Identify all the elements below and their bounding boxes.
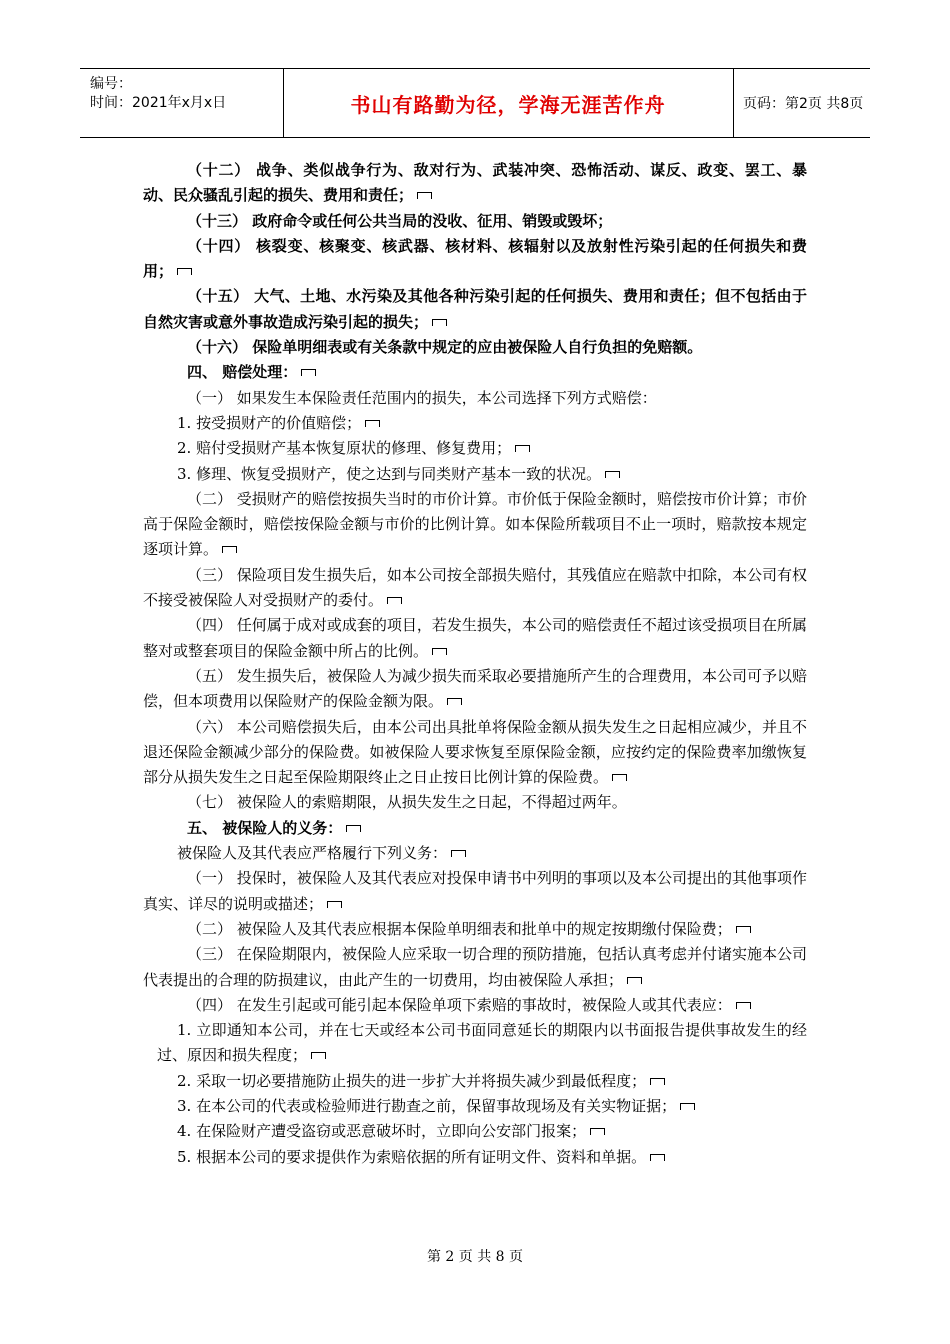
- paragraph: [143, 209, 807, 234]
- paragraph-text: 四、 赔偿处理：: [187, 363, 298, 382]
- paragraph-mark-icon: [327, 901, 342, 908]
- document-body: [143, 158, 807, 1170]
- paragraph: [143, 841, 807, 866]
- paragraph-mark-icon: [590, 1128, 605, 1135]
- paragraph-text: 2. 采取一切必要措施防止损失的进一步扩大并将损失减少到最低程度；: [177, 1071, 647, 1090]
- paragraph-text: （十六） 保险单明细表或有关条款中规定的应由被保险人自行负担的免赔额。: [187, 338, 703, 357]
- paragraph: [143, 360, 807, 385]
- paragraph-mark-icon: [417, 192, 432, 199]
- paragraph-text: 1. 按受损财产的价值赔偿；: [177, 413, 362, 432]
- paragraph: [143, 1018, 807, 1069]
- paragraph: [143, 335, 807, 360]
- paragraph-text: （十三） 政府命令或任何公共当局的没收、征用、销毁或毁坏；: [187, 211, 613, 230]
- paragraph: [143, 158, 807, 209]
- document-number-label: 编号：: [90, 76, 132, 92]
- paragraph: [143, 1119, 807, 1144]
- paragraph-mark-icon: [432, 319, 447, 326]
- paragraph-mark-icon: [650, 1078, 665, 1085]
- paragraph: [143, 487, 807, 563]
- paragraph: [143, 563, 807, 614]
- paragraph-mark-icon: [736, 1002, 751, 1009]
- paragraph-text: （一） 如果发生本保险责任范围内的损失，本公司选择下列方式赔偿：: [187, 388, 657, 407]
- paragraph: [143, 462, 807, 487]
- paragraph-text: （三） 保险项目发生损失后，如本公司按全部损失赔付，其残值应在赔款中扣除，本公司有权不接受被保险人对受损财产的委付。: [143, 565, 807, 610]
- paragraph-mark-icon: [447, 698, 462, 705]
- paragraph: [143, 234, 807, 285]
- paragraph: [143, 284, 807, 335]
- paragraph-text: 1. 立即通知本公司，并在七天或经本公司书面同意延长的期限内以书面报告提供事故发生的经过、原因和损失程度；: [157, 1021, 807, 1065]
- paragraph-mark-icon: [222, 546, 237, 553]
- paragraph: [143, 942, 807, 993]
- paragraph-mark-icon: [612, 774, 627, 781]
- paragraph: [143, 411, 807, 436]
- paragraph: [143, 816, 807, 841]
- paragraph-mark-icon: [736, 926, 751, 933]
- header-meta: [80, 69, 284, 137]
- paragraph-mark-icon: [346, 825, 361, 832]
- paragraph: [143, 866, 807, 917]
- paragraph: [143, 790, 807, 815]
- paragraph: [143, 386, 807, 411]
- paragraph-text: 3. 在本公司的代表或检验师进行勘查之前，保留事故现场及有关实物证据；: [177, 1096, 677, 1115]
- paragraph: [143, 917, 807, 942]
- header-page-info: 页码：第2页 共8页: [743, 96, 864, 112]
- paragraph-mark-icon: [605, 471, 620, 478]
- page-header: [80, 68, 870, 138]
- paragraph: [143, 1069, 807, 1094]
- paragraph-text: （十五） 大气、土地、水污染及其他各种污染引起的任何损失、费用和责任；但不包括由于自然灾害或意外事故造成污染引起的损失；: [143, 287, 807, 331]
- page-footer: 第 2 页 共 8 页: [426, 1249, 524, 1265]
- paragraph-mark-icon: [432, 648, 447, 655]
- paragraph: [143, 1094, 807, 1119]
- paragraph-text: 4. 在保险财产遭受盗窃或恶意破坏时，立即向公安部门报案；: [177, 1122, 587, 1141]
- paragraph-mark-icon: [301, 369, 316, 376]
- paragraph-mark-icon: [650, 1154, 665, 1161]
- paragraph-text: （二） 受损财产的赔偿按损失当时的市价计算。市价低于保险金额时，赔偿按市价计算；市价高于保险金额时，赔偿按保险金额与市价的比例计算。如本保险所载项目不止一项时，赔款按本规定逐项计算。: [143, 489, 807, 559]
- paragraph-text: （三） 在保险期限内，被保险人应采取一切合理的预防措施，包括认真考虑并付诸实施本公司代表提出的合理的防损建议，由此产生的一切费用，均由被保险人承担；: [143, 945, 807, 989]
- paragraph: [143, 613, 807, 664]
- paragraph-text: （四） 任何属于成对或成套的项目，若发生损失，本公司的赔偿责任不超过该受损项目在所属整对或整套项目的保险金额中所占的比例。: [143, 616, 807, 660]
- paragraph: [143, 715, 807, 791]
- paragraph-text: （七） 被保险人的索赔期限，从损失发生之日起，不得超过两年。: [187, 793, 627, 812]
- paragraph-text: （四） 在发生引起或可能引起本保险单项下索赔的事故时，被保险人或其代表应：: [187, 995, 732, 1014]
- paragraph-text: （十二） 战争、类似战争行为、敌对行为、武装冲突、恐怖活动、谋反、政变、罢工、暴动、民众骚乱引起的损失、费用和责任；: [143, 161, 807, 205]
- paragraph-text: 5. 根据本公司的要求提供作为索赔依据的所有证明文件、资料和单据。: [177, 1147, 647, 1166]
- paragraph-text: （一） 投保时，被保险人及其代表应对投保申请书中列明的事项以及本公司提出的其他事项作真实、详尽的说明或描述；: [143, 869, 807, 913]
- paragraph-text: （六） 本公司赔偿损失后，由本公司出具批单将保险金额从损失发生之日起相应减少，并且不退还保险金额减少部分的保险费。如被保险人要求恢复至原保险金额，应按约定的保险费率加缴恢复部分从损失发生之日起至保险期限终止之日止按日比例计算的保险费。: [143, 717, 807, 787]
- paragraph-mark-icon: [177, 268, 192, 275]
- paragraph: [143, 436, 807, 461]
- paragraph-mark-icon: [627, 977, 642, 984]
- paragraph-text: （二） 被保险人及其代表应根据本保险单明细表和批单中的规定按期缴付保险费；: [187, 919, 732, 938]
- header-motto: 书山有路勤为径，学海无涯苦作舟: [350, 92, 666, 117]
- paragraph-text: （十四） 核裂变、核聚变、核武器、核材料、核辐射以及放射性污染引起的任何损失和费用；: [143, 236, 807, 281]
- header-motto-cell: [283, 69, 734, 137]
- paragraph-mark-icon: [680, 1103, 695, 1110]
- paragraph-text: （五） 发生损失后，被保险人为减少损失而采取必要措施所产生的合理费用，本公司可予以赔偿，但本项费用以保险财产的保险金额为限。: [143, 666, 807, 711]
- paragraph: [143, 1145, 807, 1170]
- paragraph-mark-icon: [365, 420, 380, 427]
- paragraph-mark-icon: [311, 1052, 326, 1059]
- paragraph-text: 3. 修理、恢复受损财产，使之达到与同类财产基本一致的状况。: [177, 464, 602, 483]
- paragraph-mark-icon: [387, 597, 402, 604]
- paragraph-mark-icon: [451, 850, 466, 857]
- paragraph: [143, 993, 807, 1018]
- document-date: 时间：2021年x月x日: [90, 95, 227, 111]
- paragraph-text: 被保险人及其代表应严格履行下列义务：: [177, 844, 448, 863]
- paragraph: [143, 664, 807, 715]
- paragraph-text: 2. 赔付受损财产基本恢复原状的修理、修复费用；: [177, 439, 512, 458]
- paragraph-mark-icon: [515, 445, 530, 452]
- paragraph-text: 五、 被保险人的义务：: [187, 818, 343, 837]
